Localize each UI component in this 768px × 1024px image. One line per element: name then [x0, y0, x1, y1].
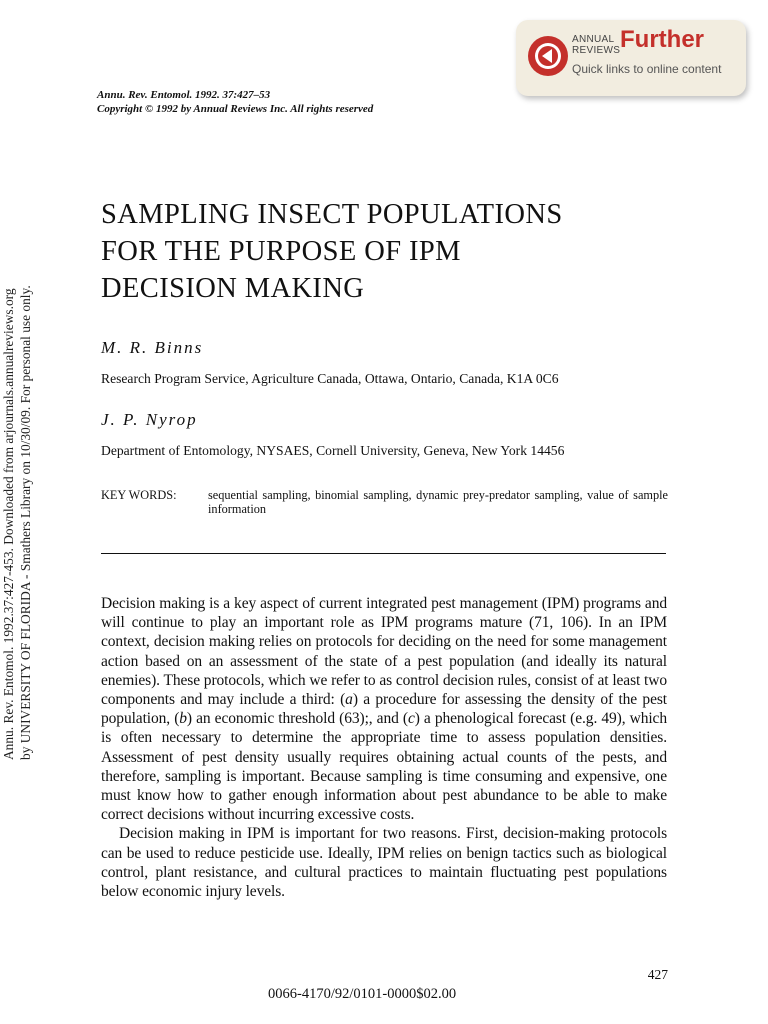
body-paragraph-2: Decision making in IPM is important for two reasons. First, decision-making protocols can be used to reduce pesticide use. Ideally, IPM relies on benign tactics such as biological control, plant resistance, and cultural practices to maintain fluctuating pest populations below economic injury levels. — [101, 825, 667, 901]
keywords-list: sequential sampling, binomial sampling, dynamic prey-predator sampling, value of sample information — [208, 488, 668, 516]
list-marker-c: c — [407, 710, 415, 728]
author-name: M. R. Binns — [101, 338, 204, 357]
section-divider — [101, 553, 666, 554]
body-text-segment: Decision making is a key aspect of current integrated pest management (IPM) programs and will continue to play an important role as IPM programs mature (71, 106). In an IPM context, decision making relies on protocols for deciding on the need for some management action based on an assessment of the state of a pest population (and ideally its natural enemies). These protocols, which we refer to as control decision rules, consist of at least two components and may include a third: ( — [101, 595, 667, 709]
title-line-1: SAMPLING INSECT POPULATIONS — [101, 199, 563, 230]
badge-reviews-label: REVIEWS — [572, 45, 621, 56]
body-paragraph-1 — [101, 594, 667, 824]
body-text-segment: ) a procedure for assessing the density of the pest population, ( — [101, 691, 667, 728]
list-marker-b: b — [179, 710, 187, 728]
author-name: J. P. Nyrop — [101, 410, 198, 429]
author-affiliation: Department of Entomology, NYSAES, Cornell University, Geneva, New York 14456 — [101, 443, 565, 458]
author-affiliation: Research Program Service, Agriculture Canada, Ottawa, Ontario, Canada, K1A 0C6 — [101, 371, 559, 386]
title-line-3: DECISION MAKING — [101, 273, 365, 304]
badge-further-label: Further — [620, 26, 704, 53]
badge-annual-label: ANNUAL — [572, 34, 615, 45]
article-code: 0066-4170/92/0101-0000$02.00 — [268, 986, 457, 1002]
badge-tagline: Quick links to online content — [572, 62, 722, 76]
annual-reviews-further-badge[interactable] — [516, 20, 746, 96]
list-marker-a: a — [345, 691, 353, 709]
article-body — [101, 594, 667, 901]
keywords-label: KEY WORDS: — [101, 488, 177, 502]
page-number: 427 — [647, 967, 668, 982]
journal-citation — [97, 88, 373, 116]
article-title — [101, 196, 701, 307]
body-text-segment: ) a phenological forecast (e.g. 49), which is often necessary to determine the appropriate time to assess population densities. Assessment of pest density usually requires obtaining actual counts of the pests, and therefore, sampling is important. Because sampling is time consuming and expensive, one must know how to gather enough information about pest abundance to be able to make correct decisions without incurring excessive costs. — [101, 710, 667, 824]
title-line-2: FOR THE PURPOSE OF IPM — [101, 236, 461, 267]
download-notice-line-2: by UNIVERSITY OF FLORIDA - Smathers Library on 10/30/09. For personal use only. — [18, 285, 33, 760]
annual-reviews-logo-icon — [526, 34, 570, 78]
citation-line-2: Copyright © 1992 by Annual Reviews Inc. All rights reserved — [97, 103, 374, 115]
citation-line-1: Annu. Rev. Entomol. 1992. 37:427–53 — [97, 89, 271, 101]
body-text-segment: ) an economic threshold (63);, and ( — [186, 710, 408, 728]
download-notice-line-1: Annu. Rev. Entomol. 1992.37:427-453. Downloaded from arjournals.annualreviews.org — [1, 288, 16, 760]
